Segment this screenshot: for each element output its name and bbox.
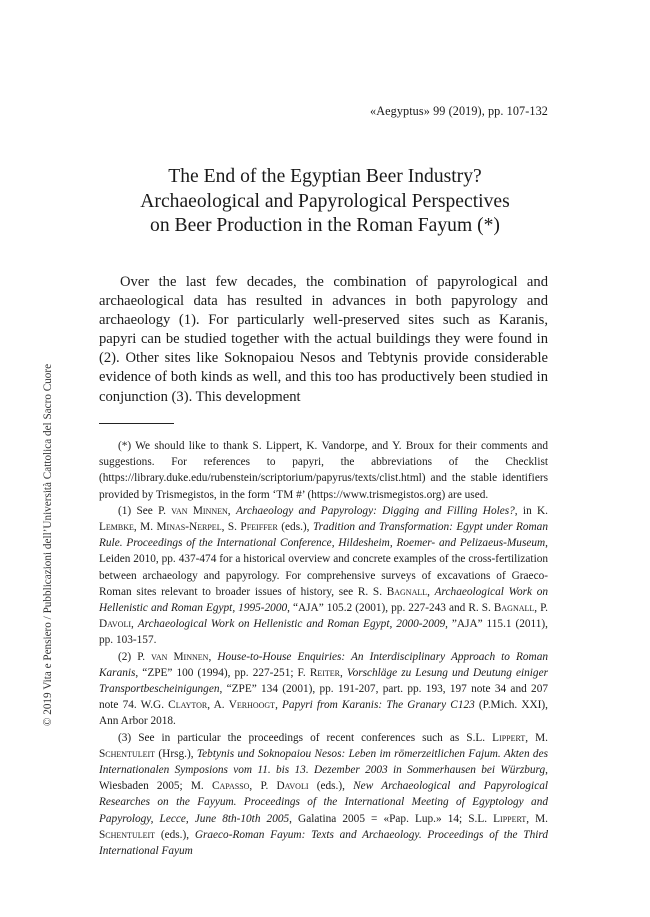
title-line-3: on Beer Production in the Roman Fayum (*) bbox=[150, 215, 500, 236]
title-line-1: The End of the Egyptian Beer Industry? bbox=[168, 166, 482, 187]
copyright-sidebar bbox=[36, 363, 60, 727]
footnotes bbox=[99, 438, 548, 859]
article-title bbox=[0, 165, 650, 239]
footnote-star: (*) We should like to thank S. Lippert, K. Vandorpe, and Y. Broux for their comments and suggestions. For references to papyri, the abbreviations of the Checklist (https://library.duke.edu/rubenstein/scriptorium/papyrus/texts/clist.html) and the stable identifiers provided by Trismegistos, in the form ‘TM #’ (https://www.trismegistos.org) are used. bbox=[99, 440, 548, 501]
body-text bbox=[99, 273, 548, 407]
footnote-separator bbox=[99, 423, 174, 424]
footnote-1: (1) See P. van Minnen, Archaeology and Papyrology: Digging and Filling Holes?, in K. Lembke, M. Minas-Nerpel, S. Pfeiffer (eds.), Tradition and Transformation: Egypt under Roman Rule. Proceedings of the International Conference, Hildesheim, Roemer- and Pelizaeus-Museum, Leiden 2010, pp. 437-474 for a historical overview and concrete examples of the cross-fertilization between archaeology and papyrology. For comprehensive surveys of excavations of Graeco-Roman sites relevant to broader issues of history, see R. S. Bagnall, Archaeological Work on Hellenistic and Roman Egypt, 1995-2000, “AJA” 105.2 (2001), pp. 227-243 and R. S. Bagnall, P. Davoli, Archaeological Work on Hellenistic and Roman Egypt, 2000-2009, ”AJA” 115.1 (2011), pp. 103-157. bbox=[99, 504, 548, 647]
body-paragraph: Over the last few decades, the combination of papyrological and archaeological data has resulted in advances in both papyrology and archaeology (1). For particularly well-preserved sites such as Karanis, papyri can be studied together with the actual buildings they were found in (2). Other sites like Soknopaiou Nesos and Tebtynis provide considerable evidence of both kinds as well, and this too has productively been studied in conjunction (3). This development bbox=[99, 274, 548, 405]
journal-citation-header: «Aegyptus» 99 (2019), pp. 107-132 bbox=[370, 104, 548, 118]
title-line-2: Archaeological and Papyrological Perspectives bbox=[140, 190, 510, 212]
copyright-text: © 2019 Vita e Pensiero / Pubblicazioni dell’Università Cattolica del Sacro Cuore bbox=[42, 363, 54, 727]
footnote-2: (2) P. van Minnen, House-to-House Enquiries: An Interdisciplinary Approach to Roman Karanis, “ZPE” 100 (1994), pp. 227-251; F. Reiter, Vorschläge zu Lesung und Deutung einiger Transportbescheinigungen, “ZPE” 134 (2001), pp. 191-207, part. pp. 193, 197 note 34 and 207 note 74. W.G. Claytor, A. Verhoogt, Papyri from Karanis: The Granary C123 (P.Mich. XXI), Ann Arbor 2018. bbox=[99, 650, 548, 728]
footnote-3: (3) See in particular the proceedings of recent conferences such as S.L. Lippert, M. Schentuleit (Hrsg.), Tebtynis und Soknopaiou Nesos: Leben im römerzeitlichen Fajum. Akten des Internationalen Symposions vom 11. bis 13. Dezember 2003 in Sommerhausen bei Würzburg, Wiesbaden 2005; M. Capasso, P. Davoli (eds.), New Archaeological and Papyrological Researches on the Fayyum. Proceedings of the International Meeting of Egyptology and Papyrology, Lecce, June 8th-10th 2005, Galatina 2005 = «Pap. Lup.» 14; S.L. Lippert, M. Schentuleit (eds.), Graeco-Roman Fayum: Texts and Archaeology. Proceedings of the Third International Fayum bbox=[99, 731, 548, 858]
